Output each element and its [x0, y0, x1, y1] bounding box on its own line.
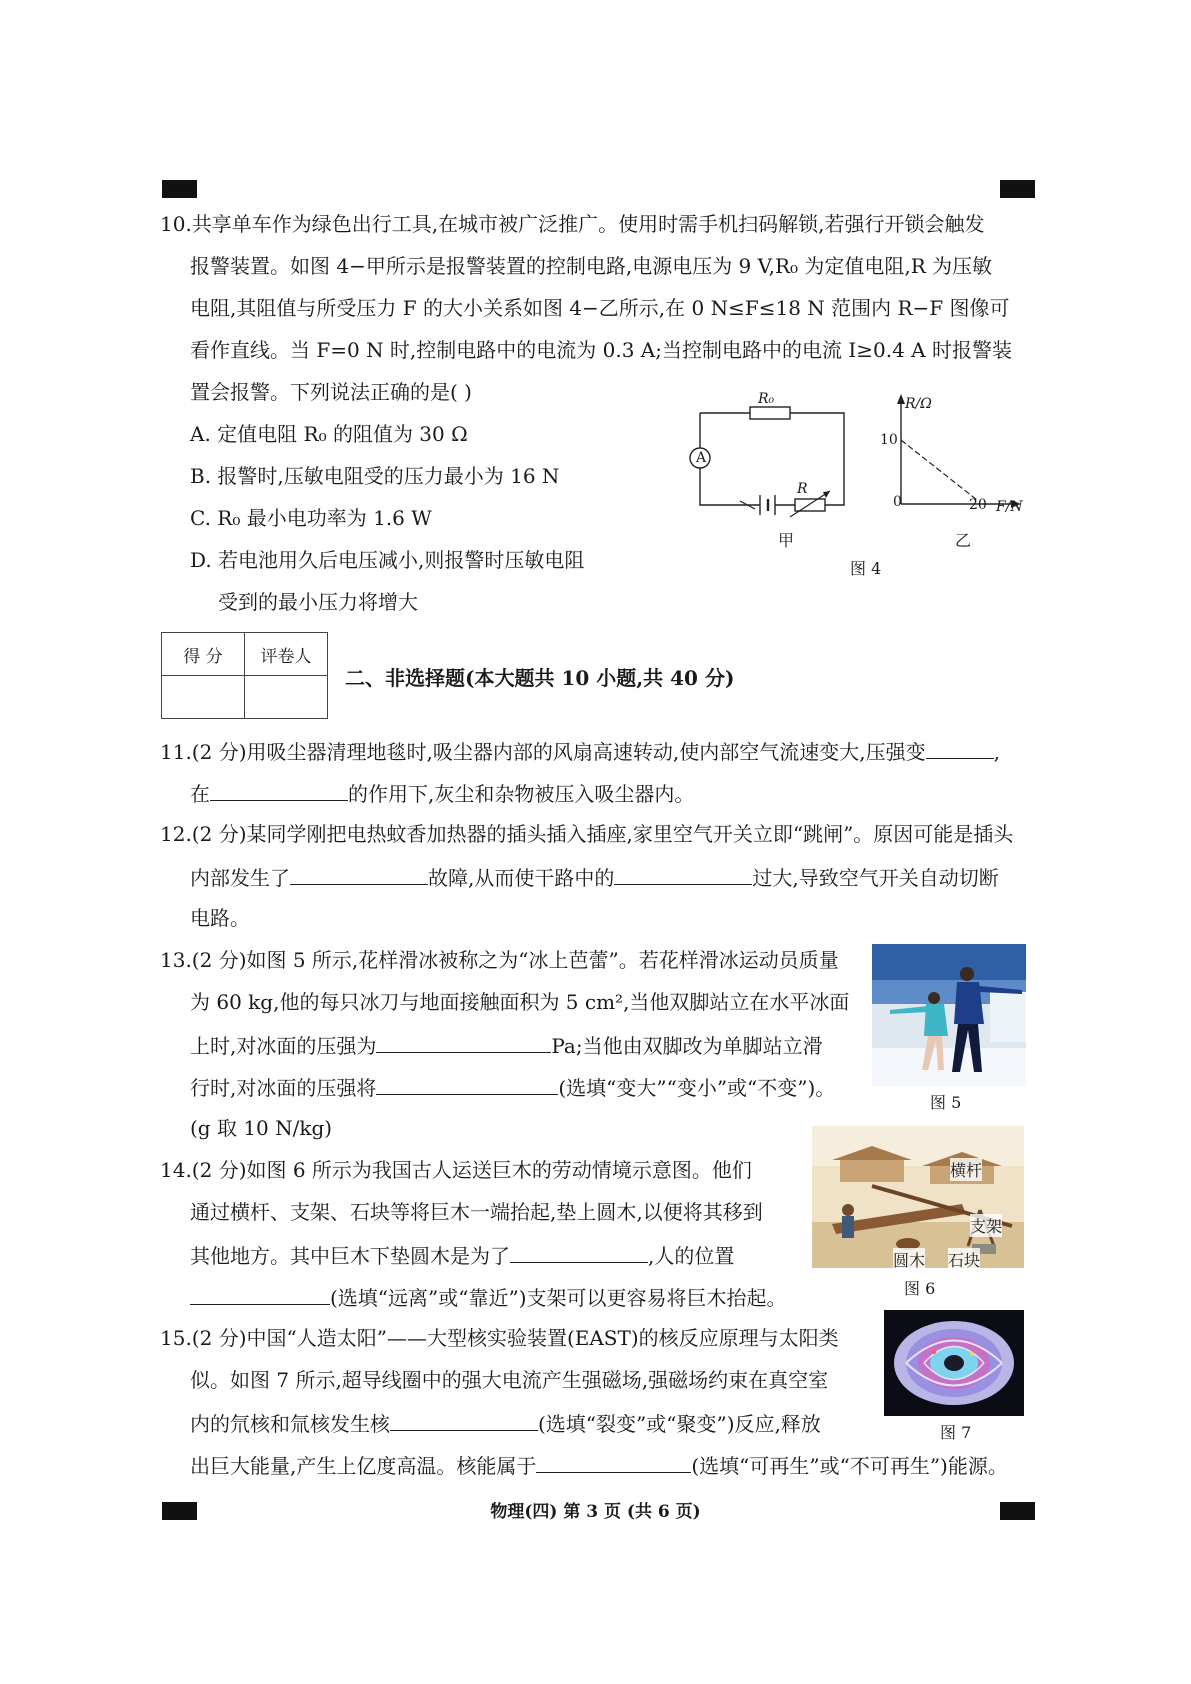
q10-option-a: A. 定值电阻 R₀ 的阻值为 30 Ω — [190, 422, 468, 446]
q15-line-1: 15.(2 分)中国“人造太阳”——大型核实验装置(EAST)的核反应原理与太阳类 — [160, 1326, 839, 1350]
fig4-jia-label: 甲 — [778, 531, 795, 550]
figure-7-caption: 图 7 — [940, 1423, 972, 1442]
q10-line-5: 置会报警。下列说法正确的是( ) — [190, 380, 472, 404]
q15-line-4 — [190, 1452, 1008, 1478]
q12-text-c: 故障,从而使干路中的 — [428, 866, 615, 890]
figure-5-caption: 图 5 — [930, 1093, 962, 1112]
figure-7-tokamak-image — [884, 1310, 1024, 1416]
q10-option-d-2: 受到的最小压力将增大 — [218, 590, 418, 614]
q14-line-4 — [190, 1284, 787, 1310]
q10-option-d-1: D. 若电池用久后电压减小,则报警时压敏电阻 — [190, 548, 585, 572]
figure-5-figure-skating-photo — [872, 944, 1026, 1086]
fig4-y-axis-label: R/Ω — [905, 396, 932, 412]
q12-text-b: 内部发生了 — [190, 866, 290, 890]
fig4-yi-label: 乙 — [955, 531, 972, 550]
fig4-x-axis-label: F/N — [996, 499, 1023, 515]
fig4-x-tick-0: 0 — [893, 494, 902, 510]
q15-line-3 — [190, 1410, 821, 1436]
fig4-ammeter-label: A — [696, 450, 707, 466]
q13-blank-1[interactable] — [376, 1032, 551, 1053]
q12-line-2 — [190, 864, 999, 890]
q13-text-d: Pa;当他由双脚改为单脚站立滑 — [551, 1034, 823, 1058]
fig4-r-label: R — [797, 481, 808, 497]
q14-text-c: 其他地方。其中巨木下垫圆木是为了 — [190, 1244, 510, 1268]
q13-blank-2[interactable] — [376, 1074, 558, 1095]
figure-6-log-transport-illustration — [812, 1126, 1024, 1268]
q12-text-d: 过大,导致空气开关自动切断 — [752, 866, 999, 890]
q13-text-f: (选填“变大”“变小”或“不变”)。 — [558, 1076, 836, 1100]
q14-blank-1[interactable] — [510, 1242, 648, 1263]
q11-text-a: 11.(2 分)用吸尘器清理地毯时,吸尘器内部的风扇高速转动,使内部空气流速变大,压强变 — [160, 740, 926, 764]
figure-6-label-stone: 石块 — [948, 1248, 980, 1271]
score-cell[interactable] — [162, 676, 245, 719]
q14-line-1: 14.(2 分)如图 6 所示为我国古人运送巨木的劳动情境示意图。他们 — [160, 1158, 752, 1182]
q15-blank-2[interactable] — [536, 1452, 691, 1473]
section-2-heading: 二、非选择题(本大题共 10 小题,共 40 分) — [345, 666, 735, 690]
q10-option-c: C. R₀ 最小电功率为 1.6 W — [190, 506, 432, 530]
q13-line-2: 为 60 kg,他的每只冰刀与地面接触面积为 5 cm²,当他双脚站立在水平冰面 — [190, 990, 850, 1014]
q13-line-1: 13.(2 分)如图 5 所示,花样滑冰被称之为“冰上芭蕾”。若花样滑冰运动员质量 — [160, 948, 839, 972]
q10-line-4: 看作直线。当 F=0 N 时,控制电路中的电流为 0.3 A;当控制电路中的电流 I≥0.4 A 时报警装 — [190, 338, 1012, 362]
figure-6-label-support: 支架 — [970, 1214, 1002, 1237]
q15-text-e: 出巨大能量,产生上亿度高温。核能属于 — [190, 1454, 537, 1478]
q11-line-2 — [190, 780, 694, 806]
registration-mark-top-right — [1000, 180, 1035, 198]
q10-line-1: 10.共享单车作为绿色出行工具,在城市被广泛推广。使用时需手机扫码解锁,若强行开锁会触发 — [160, 212, 985, 236]
q14-line-3 — [190, 1242, 734, 1268]
score-table — [161, 632, 328, 719]
q12-blank-1[interactable] — [290, 864, 428, 885]
q11-text-c: 在 — [190, 782, 210, 806]
q10-line-2: 报警装置。如图 4−甲所示是报警装置的控制电路,电源电压为 9 V,R₀ 为定值电阻,R 为压敏 — [190, 254, 993, 278]
q13-text-c: 上时,对冰面的压强为 — [190, 1034, 377, 1058]
figure-6-label-crossbar: 横杆 — [950, 1158, 982, 1181]
grader-cell[interactable] — [245, 676, 328, 719]
fig4-r0-label: R₀ — [758, 391, 775, 407]
figure-6-caption: 图 6 — [904, 1279, 936, 1298]
q15-line-2: 似。如图 7 所示,超导线圈中的强大电流产生强磁场,强磁场约束在真空室 — [190, 1368, 829, 1392]
q15-blank-1[interactable] — [390, 1410, 538, 1431]
q11-blank-2[interactable] — [210, 780, 348, 801]
q11-text-b: , — [993, 740, 1000, 764]
q14-line-2: 通过横杆、支架、石块等将巨木一端抬起,垫上圆木,以便将其移到 — [190, 1200, 763, 1224]
q15-text-c: 内的氘核和氚核发生核 — [190, 1412, 390, 1436]
page-footer: 物理(四) 第 3 页 (共 6 页) — [490, 1502, 701, 1522]
q14-text-d: ,人的位置 — [648, 1244, 735, 1268]
q13-line-3 — [190, 1032, 823, 1058]
grader-header: 评卷人 — [245, 633, 328, 676]
q11-text-d: 的作用下,灰尘和杂物被压入吸尘器内。 — [348, 782, 695, 806]
q15-text-f: (选填“可再生”或“不可再生”)能源。 — [691, 1454, 1008, 1478]
q12-blank-2[interactable] — [614, 864, 752, 885]
q10-option-b: B. 报警时,压敏电阻受的压力最小为 16 N — [190, 464, 560, 488]
q11-blank-1[interactable] — [926, 738, 994, 759]
q10-line-3: 电阻,其阻值与所受压力 F 的大小关系如图 4−乙所示,在 0 N≤F≤18 N 范围内 R−F 图像可 — [190, 296, 1010, 320]
q15-text-d: (选填“裂变”或“聚变”)反应,释放 — [538, 1412, 821, 1436]
q14-blank-2[interactable] — [190, 1284, 330, 1305]
figure-4-caption: 图 4 — [850, 559, 882, 578]
fig4-y-tick-10: 10 — [880, 432, 898, 448]
fig4-x-tick-20: 20 — [969, 497, 987, 513]
q13-line-4 — [190, 1074, 835, 1100]
q13-line-5: (g 取 10 N/kg) — [190, 1116, 333, 1140]
q13-text-e: 行时,对冰面的压强将 — [190, 1076, 377, 1100]
q12-line-3: 电路。 — [190, 906, 250, 930]
figure-4-circuit — [680, 395, 860, 545]
score-header: 得 分 — [162, 633, 245, 676]
registration-mark-top-left — [162, 180, 197, 198]
q14-text-e: (选填“远离”或“靠近”)支架可以更容易将巨木抬起。 — [330, 1286, 787, 1310]
figure-6-label-round-log: 圆木 — [893, 1248, 925, 1271]
q11-line-1 — [160, 738, 1000, 764]
q12-line-1: 12.(2 分)某同学刚把电热蚊香加热器的插头插入插座,家里空气开关立即“跳闸”。原因可能是插头 — [160, 822, 1014, 846]
